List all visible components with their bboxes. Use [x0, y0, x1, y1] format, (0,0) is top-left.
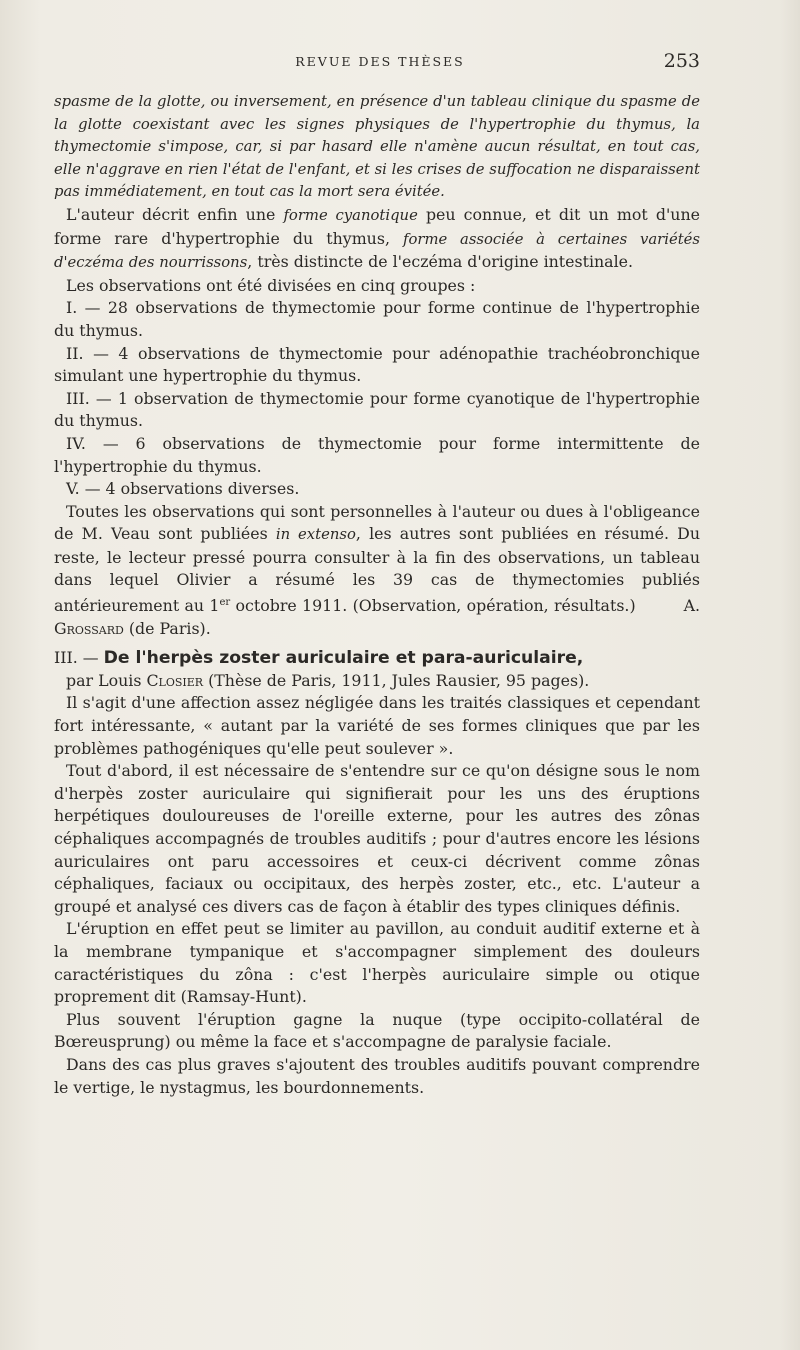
section-number: III. — — [54, 648, 104, 668]
paragraph-eruption: L'éruption en effet peut se limiter au pavillon, au conduit auditif externe et à la membrane tympanique et s'accompagner simplement des douleurs caractéristiques du zôna : c'est l'herpès auriculaire simple ou otique proprement dit (Ramsay-Hunt). — [54, 919, 700, 1007]
superscript: er — [219, 597, 231, 609]
signature-initial: A. — [683, 596, 700, 616]
text-run: octobre 1911. (Observation, opération, résultats.) — [230, 596, 636, 616]
group-item-5: V. — 4 observations diverses. — [66, 479, 300, 499]
group-item-4: IV. — 6 observations de thymectomie pour forme intermittente de l'hypertrophie du thymus. — [54, 433, 700, 476]
text-run: , très distincte de l'eczéma d'origine intestinale. — [247, 252, 634, 272]
paragraph-groups-intro: Les observations ont été divisées en cinq groupes : — [66, 275, 476, 295]
paragraph-nape: Plus souvent l'éruption gagne la nuque (type occipito-collatéral de Bœreusprung) ou même la face et s'accompagne de paralysie faciale. — [54, 1009, 700, 1052]
text-run: , les autres sont publiées en résumé. Du reste, le lecteur pressé pourra consulter à la fin des observations, un tableau dans lequel Olivier a résumé les 39 cas de thymectomies publiés antérieurement au 1 — [54, 524, 700, 616]
paragraph-affection: Il s'agit d'une affection assez négligée dans les traités classiques et cependant fort intéressante, « autant par la variété de ses formes cliniques que par les problèmes pathogéniques qu'elle peut soulever ». — [54, 693, 700, 758]
text-run: Toutes les observations qui sont personnelles à l'auteur ou dues à l'obligeance de M. Veau sont publiées — [54, 501, 700, 544]
signature-name: Grossard — [54, 618, 124, 638]
page-header — [0, 50, 800, 74]
paragraph-observations — [54, 501, 700, 641]
italic-term: in extenso — [275, 526, 356, 544]
text-run: peu connue, et dit un mot d'une forme rare d'hypertrophie du thymus, — [54, 204, 700, 248]
thesis-reference: (Thèse de Paris, 1911, Jules Rausier, 95 pages). — [203, 670, 590, 690]
paragraph-severe-cases: Dans des cas plus graves s'ajoutent des troubles auditifs pouvant comprendre le vertige, le nystagmus, les bourdonnements. — [54, 1054, 700, 1097]
section-byline — [54, 670, 700, 693]
italic-term: forme cyanotique — [283, 206, 418, 224]
abstract-italic-paragraph: spasme de la glotte, ou inversement, en présence d'un tableau clinique du spasme de la glotte coexistant avec les signes physiques de l'hypertrophie du thymus, la thymectomie s'impose, car, si par hasard elle n'amène aucun résultat, en tout cas, elle n'aggrave en rien l'état de l'enfant, et si les crises de suffocation ne disparaissent pas immédiatement, en tout cas la mort sera évitée. — [54, 93, 700, 201]
page-body — [54, 91, 700, 1099]
section-title: De l'herpès zoster auriculaire et para-auriculaire, — [103, 648, 584, 669]
author-name: Closier — [146, 670, 204, 690]
text-run: par Louis — [66, 670, 147, 690]
running-head: REVUE DES THÈSES — [295, 54, 465, 69]
text-run: L'auteur décrit enfin une — [66, 204, 284, 224]
signature-place: (de Paris). — [123, 618, 211, 638]
page-number: 253 — [663, 50, 700, 72]
italic-term: forme associée à certaines variétés d'eczéma des nourrissons — [54, 230, 701, 272]
paragraph-definition: Tout d'abord, il est nécessaire de s'entendre sur ce qu'on désigne sous le nom d'herpès zoster auriculaire qui signifierait pour les uns des éruptions herpétiques douloureuses de l'oreille externe, pour les autres des zônas céphaliques accompagnés de troubles auditifs ; pour d'autres encore les lésions auriculaires ont paru accessoires et ceux-ci décrivent comme zônas céphaliques, faciaux ou occipitaux, des herpès zoster, etc., etc. L'auteur a groupé et analysé ces divers cas de façon à établir des types cliniques définis. — [54, 761, 700, 916]
paragraph-cyanotic-form — [54, 204, 700, 275]
section-heading — [54, 647, 700, 670]
group-item-3: III. — 1 observation de thymectomie pour forme cyanotique de l'hypertrophie du thymus. — [54, 388, 700, 431]
group-item-1: I. — 28 observations de thymectomie pour forme continue de l'hypertrophie du thymus. — [54, 298, 700, 340]
group-item-2: II. — 4 observations de thymectomie pour adénopathie trachéobronchique simulant une hypertrophie du thymus. — [54, 343, 700, 386]
